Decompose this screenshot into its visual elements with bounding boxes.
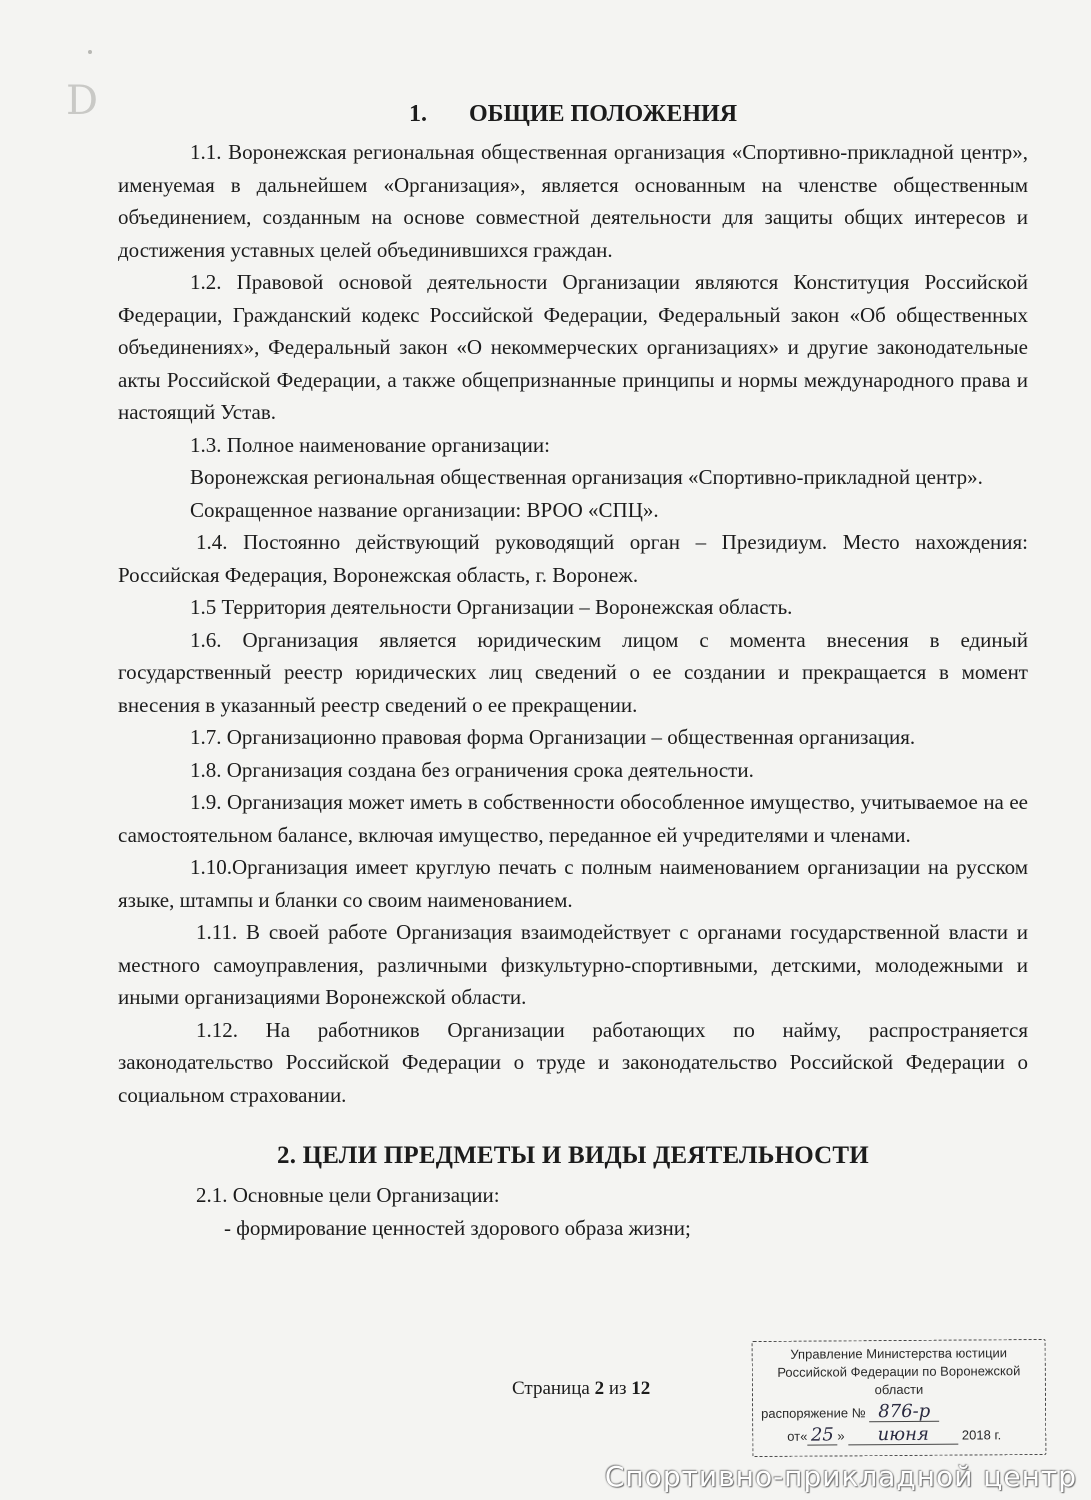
stamp-order-row bbox=[753, 1402, 1045, 1423]
paragraph-1-11: 1.11. В своей работе Организация взаимодействует с органами государственной власти и местного самоуправления, различными физкультурно-спортивными, детскими, молодежными и иными организациями Воронежской области. bbox=[118, 920, 1028, 1009]
section-1-title: ОБЩИЕ ПОЛОЖЕНИЯ bbox=[468, 101, 738, 127]
paragraph-1-3: 1.3. Полное наименование организации: bbox=[190, 432, 550, 457]
paragraph-1-10: 1.10.Организация имеет круглую печать с полным наименованием организации на русском языке, штампы и бланки со своим наименованием. bbox=[118, 855, 1028, 912]
paragraph-1-3-short-name: Сокращенное название организации: ВРОО «СПЦ». bbox=[190, 497, 659, 522]
stamp-date-month: июня bbox=[848, 1426, 958, 1446]
stamp-date-day: 25 bbox=[807, 1426, 837, 1445]
paragraph-1-9: 1.9. Организация может иметь в собственности обособленное имущество, учитываемое на ее самостоятельном балансе, включая имущество, переданное ей учредителями и членами. bbox=[118, 790, 1028, 847]
paragraph-1-3-full-name: Воронежская региональная общественная организация «Спортивно-прикладной центр». bbox=[190, 465, 983, 489]
section-1-number: 1. bbox=[408, 101, 427, 127]
section-2-heading: 2. ЦЕЛИ ПРЕДМЕТЫ И ВИДЫ ДЕЯТЕЛЬНОСТИ bbox=[277, 1142, 869, 1169]
stamp-line-1: Управление Министерства юстиции bbox=[790, 1345, 1008, 1362]
page-counter-total: 12 bbox=[631, 1378, 651, 1399]
paragraph-1-1: 1.1. Воронежская региональная общественная организация «Спортивно-прикладной центр», именуемая в дальнейшем «Организация», является основанным на членстве общественным объединением, созданным на основе совместной деятельности для защиты общих интересов и достижения уставных целей объединившихся граждан. bbox=[118, 140, 1028, 262]
paragraph-1-2: 1.2. Правовой основой деятельности Организации являются Конституция Российской Федерации, Гражданский кодекс Российской Федерации, Федеральный закон «Об общественных объединениях», Федеральный закон «О некоммерческих организациях» и другие законодательные акты Российской Федерации, а также общепризнанные принципы и нормы международного права и настоящий Устав. bbox=[118, 270, 1028, 424]
list-item-goal: - формирование ценностей здорового образа жизни; bbox=[224, 1215, 691, 1240]
paragraph-1-12: 1.12. На работников Организации работающих по найму, распространяется законодательство Российской Федерации о труде и законодательство Российской Федерации о социальном страховании. bbox=[118, 1017, 1028, 1107]
section-1-heading bbox=[118, 98, 1028, 130]
paragraph-2-1: 2.1. Основные цели Организации: bbox=[196, 1183, 500, 1207]
stamp-date-suffix: г. bbox=[994, 1427, 1002, 1443]
paragraph-1-8: 1.8. Организация создана без ограничения срока деятельности. bbox=[190, 757, 754, 782]
watermark: Спортивно-прикладной центр bbox=[604, 1460, 1077, 1493]
page-counter bbox=[512, 1378, 650, 1400]
stamp-order-label: распоряжение № bbox=[761, 1405, 866, 1421]
paragraph-1-4: 1.4. Постоянно действующий руководящий орган – Президиум. Место нахождения: Российская Федерация, Воронежская область, г. Воронеж. bbox=[118, 530, 1028, 587]
stamp-order-number: 876-р bbox=[869, 1403, 939, 1422]
paragraph-1-5: 1.5 Территория деятельности Организации – Воронежская область. bbox=[190, 595, 793, 619]
margin-mark: D bbox=[66, 78, 99, 124]
page-counter-middle: из bbox=[604, 1378, 632, 1399]
paragraph-1-7: 1.7. Организационно правовая форма Организации – общественная организация. bbox=[190, 725, 916, 749]
stamp-date-row: от« 25 » июня 2018 г. bbox=[787, 1423, 1002, 1446]
stamp-date-year: 2018 bbox=[961, 1427, 991, 1443]
document-body bbox=[118, 98, 1028, 1244]
registration-stamp bbox=[752, 1339, 1047, 1457]
scan-speck bbox=[88, 50, 92, 54]
page-counter-current: 2 bbox=[594, 1378, 605, 1399]
stamp-date-prefix: от« bbox=[787, 1428, 808, 1444]
paragraph-1-6: 1.6. Организация является юридическим лицом с момента внесения в единый государственный реестр юридических лиц сведений о ее создании и прекращается в момент внесения в указанный реестр сведений о ее прекращении. bbox=[118, 627, 1028, 717]
stamp-line-2: Российской Федерации по Воронежской области bbox=[777, 1363, 1021, 1398]
page-counter-prefix: Страница bbox=[512, 1378, 595, 1399]
